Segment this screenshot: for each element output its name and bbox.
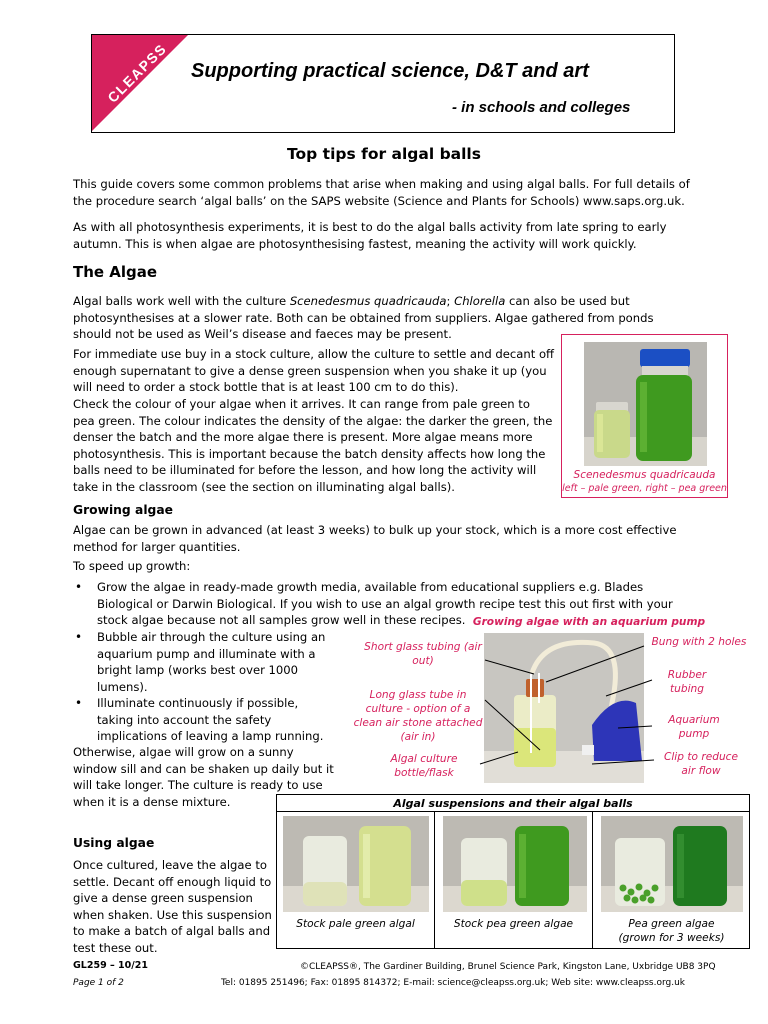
algae-jars-photo <box>584 342 707 466</box>
suspension-cell-pea <box>435 812 593 949</box>
footer-doc-code: GL259 – 10/21 <box>73 960 148 971</box>
label-culture-bottle: Algal culture bottle/flask <box>390 753 458 779</box>
brand-logo: CLEAPSS <box>104 40 170 106</box>
using-paragraph: Once cultured, leave the algae to settle. Decant off enough liquid to give a dense green suspension when shaken. Use this suspension to make a batch of algal balls and test these out. <box>73 858 272 955</box>
algae-p1-text-b: ; <box>446 294 455 308</box>
list-item: • Bubble air through the culture using an aquarium pump and illuminate with a bright lamp (works best over 1000 lumens). <box>73 629 333 695</box>
intro-paragraph-1: This guide covers some common problems that arise when making and using algal balls. For full details of the procedure search ‘algal balls’ on the SAPS website (Science and Plants for Schools) www.saps.org.uk. <box>73 177 690 208</box>
label-rubber-tubing: Rubber tubing <box>667 669 707 695</box>
section-heading-using: Using algae <box>73 836 155 850</box>
footer-contact: Tel: 01895 251496; Fax: 01895 814372; E-mail: science@cleapss.org.uk; Web site: www.cleapss.org.uk <box>220 978 685 988</box>
caption-grown-line-1: Pea green algae <box>628 918 715 930</box>
caption-pale-green: Stock pale green algal <box>296 918 415 930</box>
algae-paragraph-2: For immediate use buy in a stock culture, allow the culture to settle and decant off enough supernatant to give a dense green suspension when you shake it up (you will need to order a stock bottle that is at least 100 cm to do this). <box>73 347 555 394</box>
algae-jars-figure <box>561 334 728 498</box>
intro-paragraph-2: As with all photosynthesis experiments, it is best to do the algal balls activity from late spring to early autumn. This is when algae are photosynthesising fastest, meaning the activity will work quickly. <box>73 220 667 251</box>
label-bung: Bung with 2 holes <box>651 636 747 648</box>
pea-suspension-photo <box>443 816 587 912</box>
header-banner <box>91 34 675 133</box>
figure-caption-species: Scenedesmus quadricauda <box>573 469 716 481</box>
section-heading-growing: Growing algae <box>73 503 173 517</box>
caption-pea-green: Stock pea green algae <box>453 918 574 930</box>
brand-triangle <box>91 34 190 133</box>
caption-grown-line-2: (grown for 3 weeks) <box>618 932 725 944</box>
label-clip: Clip to reduce air flow <box>663 751 739 777</box>
header-tagline: Supporting practical science, D&T and art <box>191 60 589 82</box>
list-item: • Illuminate continuously if possible, taking into account the safety implications of leaving a lamp running. <box>73 695 333 745</box>
caption-grown-algae <box>593 917 750 945</box>
species-name: Scenedesmus quadricauda <box>289 294 447 308</box>
growing-paragraph-2: To speed up growth: <box>73 559 191 573</box>
species-name: Chlorella <box>454 294 506 308</box>
footer-page-number: Page 1 of 2 <box>73 978 124 988</box>
algae-p1-text-c: can also be used but photosynthesises at a slower rate. Both can be obtained from suppliers. Algae gathered from ponds should not be used as Weil’s disease and faeces may be present. <box>73 294 654 341</box>
pale-suspension-photo <box>283 816 429 912</box>
suspension-cell-grown <box>593 812 750 949</box>
label-aquarium-pump: Aquarium pump <box>668 714 720 740</box>
footer-address: ©CLEAPSS®, The Gardiner Building, Brunel Science Park, Kingston Lane, Uxbridge UB8 3PQ <box>300 962 716 972</box>
growing-paragraph-3: Otherwise, algae will grow on a sunny window sill and can be shaken up daily but it will take longer. The culture is ready to use when it is a dense mixture. <box>73 745 334 809</box>
list-item: • Grow the algae in ready-made growth media, available from educational suppliers e.g. Blades Biological or Darwin Biological. If you wish to use an algal growth recipe test this out first with your stock algae because not all samples grow well in these recipes. <box>73 579 697 629</box>
label-long-tube: Long glass tube in culture - option of a clean air stone attached (air in) <box>353 689 483 743</box>
page-title: Top tips for algal balls <box>287 145 481 163</box>
growth-tips-list-2 <box>73 629 333 745</box>
pump-label-arrows <box>440 640 680 780</box>
header-subtagline: - in schools and colleges <box>452 99 631 116</box>
suspensions-title: Algal suspensions and their algal balls <box>277 795 749 812</box>
label-short-tube: Short glass tubing (air out) <box>364 641 482 667</box>
figure-caption-colors: left – pale green, right – pea green <box>562 483 727 494</box>
section-heading-algae: The Algae <box>73 263 158 281</box>
suspension-cell-pale <box>277 812 435 949</box>
grown-suspension-photo <box>601 816 743 912</box>
suspensions-figure <box>276 794 750 949</box>
algae-p1-text-a: Algal balls work well with the culture <box>73 294 290 308</box>
algae-paragraph-3: Check the colour of your algae when it arrives. It can range from pale green to pea green. The colour indicates the density of the algae: the darker the green, the denser the batch and the more algae there is present. More algae means more photosynthesis. This is important because the batch density affects how long the balls need to be illuminated for before the lesson, and how long the activity will take in the classroom (see the section on illuminating algal balls). <box>73 397 553 494</box>
growing-paragraph-1: Algae can be grown in advanced (at least 3 weeks) to bulk up your stock, which is a more cost effective method for larger quantities. <box>73 523 677 554</box>
pump-figure-title: Growing algae with an aquarium pump <box>472 616 706 628</box>
